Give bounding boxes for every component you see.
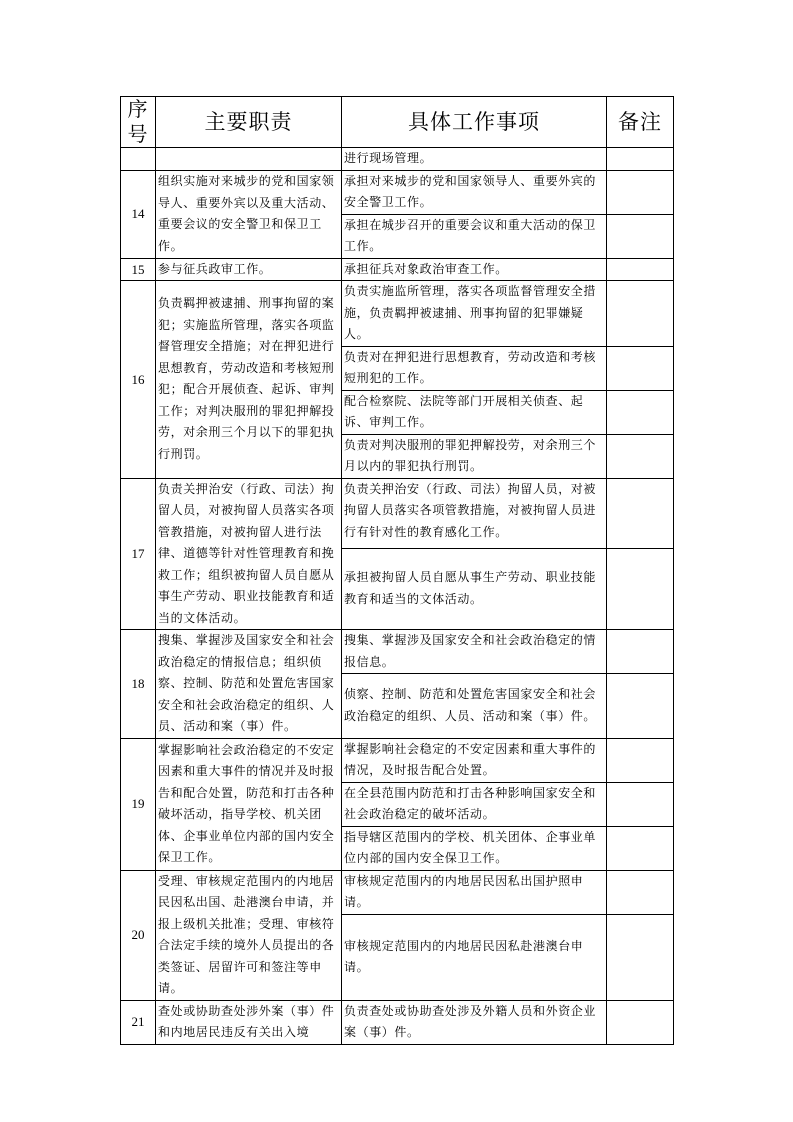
- item-cell: 负责查处或协助查处涉及外籍人员和外资企业案（事）件。: [342, 1000, 607, 1044]
- note-cell: [607, 870, 674, 914]
- duty-cell: 掌握影响社会政治稳定的不安定因素和重大事件的情况并及时报告和配合处置，防范和打击各种破坏活动，指导学校、机关团体、企事业单位内部的国内安全保卫工作。: [156, 738, 342, 870]
- note-cell: [607, 478, 674, 548]
- note-cell: [607, 214, 674, 258]
- row-no: 17: [121, 478, 156, 630]
- note-cell: [607, 548, 674, 629]
- note-cell: [607, 674, 674, 738]
- note-cell: [607, 148, 674, 171]
- row-no: 19: [121, 738, 156, 870]
- row-no: 21: [121, 1000, 156, 1044]
- item-cell: 负责关押治安（行政、司法）拘留人员，对被拘留人员落实各项管教措施，对被拘留人员进行有针对性的教育感化工作。: [342, 478, 607, 548]
- table-row: [121, 870, 674, 914]
- note-cell: [607, 281, 674, 347]
- table-row: [121, 478, 674, 548]
- item-cell: 指导辖区范围内的学校、机关团体、企事业单位内部的国内安全保卫工作。: [342, 826, 607, 870]
- row-no: 20: [121, 870, 156, 1000]
- row-no: [121, 148, 156, 171]
- table-header-row: [121, 97, 674, 148]
- row-no: 18: [121, 630, 156, 739]
- item-cell: 侦察、控制、防范和处置危害国家安全和社会政治稳定的组织、人员、活动和案（事）件。: [342, 674, 607, 738]
- item-cell: 在全县范围内防范和打击各种影响国家安全和社会政治稳定的破坏活动。: [342, 782, 607, 826]
- table-row: [121, 1000, 674, 1044]
- item-cell: 负责对判决服刑的罪犯押解投劳，对余刑三个月以内的罪犯执行刑罚。: [342, 434, 607, 478]
- duty-cell: 受理、审核规定范围内的内地居民因私出国、赴港澳台申请，并报上级机关批准；受理、审核符合法定手续的境外人员提出的各类签证、居留许可和签注等申请。: [156, 870, 342, 1000]
- item-cell: 承担在城步召开的重要会议和重大活动的保卫工作。: [342, 214, 607, 258]
- note-cell: [607, 914, 674, 1000]
- item-cell: 承担征兵对象政治审查工作。: [342, 258, 607, 281]
- table-row: [121, 170, 674, 214]
- item-cell: 承担被拘留人员自愿从事生产劳动、职业技能教育和适当的文体活动。: [342, 548, 607, 629]
- item-cell: 承担对来城步的党和国家领导人、重要外宾的安全警卫工作。: [342, 170, 607, 214]
- duty-cell: 查处或协助查处涉外案（事）件和内地居民违反有关出入境: [156, 1000, 342, 1044]
- item-cell: 负责实施监所管理，落实各项监督管理安全措施，负责羁押被逮捕、刑事拘留的犯罪嫌疑人。: [342, 281, 607, 347]
- table-row: [121, 630, 674, 674]
- table-row: [121, 148, 674, 171]
- item-cell: 负责对在押犯进行思想教育，劳动改造和考核短刑犯的工作。: [342, 346, 607, 390]
- row-no: 14: [121, 170, 156, 258]
- duty-cell: 负责关押治安（行政、司法）拘留人员，对被拘留人员落实各项管教措施，对被拘留人进行法律、道德等针对性管理教育和挽救工作；组织被拘留人员自愿从事生产劳动、职业技能教育和适当的文体活动。: [156, 478, 342, 630]
- note-cell: [607, 390, 674, 434]
- header-duty: 主要职责: [156, 97, 342, 148]
- item-cell: 掌握影响社会稳定的不安定因素和重大事件的情况，及时报告配合处置。: [342, 738, 607, 782]
- table-row: [121, 738, 674, 782]
- item-cell: 审核规定范围内的内地居民因私出国护照申请。: [342, 870, 607, 914]
- note-cell: [607, 346, 674, 390]
- note-cell: [607, 170, 674, 214]
- item-cell: 搜集、掌握涉及国家安全和社会政治稳定的情报信息。: [342, 630, 607, 674]
- header-note: 备注: [607, 97, 674, 148]
- header-items: 具体工作事项: [342, 97, 607, 148]
- note-cell: [607, 258, 674, 281]
- header-no: 序号: [121, 97, 156, 148]
- duty-cell: [156, 148, 342, 171]
- item-cell: 配合检察院、法院等部门开展相关侦查、起诉、审判工作。: [342, 390, 607, 434]
- note-cell: [607, 738, 674, 782]
- duty-cell: 参与征兵政审工作。: [156, 258, 342, 281]
- row-no: 16: [121, 281, 156, 479]
- note-cell: [607, 630, 674, 674]
- note-cell: [607, 782, 674, 826]
- row-no: 15: [121, 258, 156, 281]
- duty-cell: 组织实施对来城步的党和国家领导人、重要外宾以及重大活动、重要会议的安全警卫和保卫工作。: [156, 170, 342, 258]
- table-row: [121, 258, 674, 281]
- duty-cell: 负责羁押被逮捕、刑事拘留的案犯；实施监所管理，落实各项监督管理安全措施；对在押犯进行思想教育，劳动改造和考核短刑犯；配合开展侦查、起诉、审判工作；对判决服刑的罪犯押解投劳，对余刑三个月以下的罪犯执行刑罚。: [156, 281, 342, 479]
- item-cell: 审核规定范围内的内地居民因私赴港澳台申请。: [342, 914, 607, 1000]
- note-cell: [607, 826, 674, 870]
- item-cell: 进行现场管理。: [342, 148, 607, 171]
- note-cell: [607, 1000, 674, 1044]
- duties-table: [120, 96, 674, 1045]
- table-row: [121, 281, 674, 347]
- note-cell: [607, 434, 674, 478]
- duty-cell: 搜集、掌握涉及国家安全和社会政治稳定的情报信息；组织侦察、控制、防范和处置危害国家安全和社会政治稳定的组织、人员、活动和案（事）件。: [156, 630, 342, 739]
